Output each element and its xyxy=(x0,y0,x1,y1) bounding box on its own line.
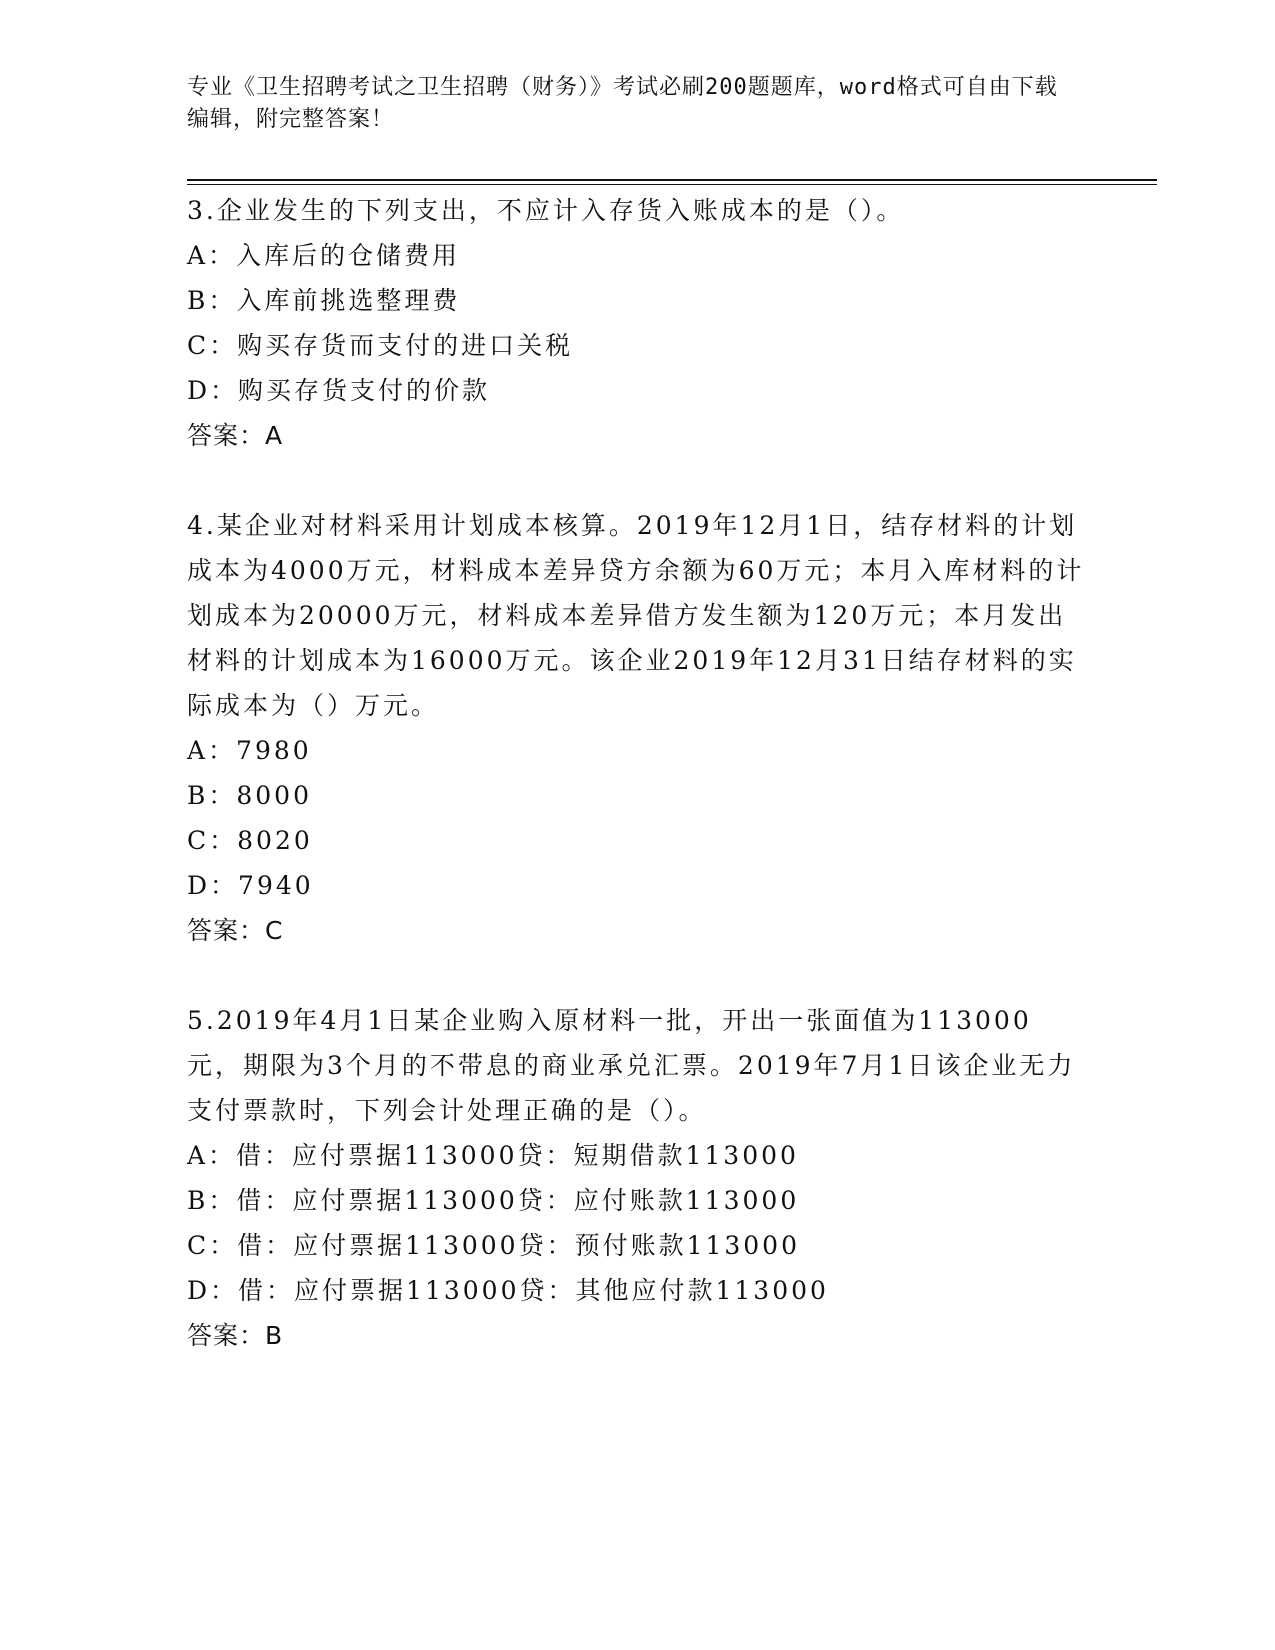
option-d: D：购买存货支付的价款 xyxy=(187,376,491,405)
option-a: A：借：应付票据113000贷：短期借款113000 xyxy=(187,1141,799,1170)
option-b: B：入库前挑选整理费 xyxy=(187,286,461,315)
option-a: A：入库后的仓储费用 xyxy=(187,241,461,270)
header-rule-thin xyxy=(187,184,1157,185)
spacer xyxy=(187,953,1087,998)
answer-line: 答案：C xyxy=(187,916,284,945)
option-b: B：8000 xyxy=(187,781,312,810)
option-c: C：购买存货而支付的进口关税 xyxy=(187,331,574,360)
option-c: C：8020 xyxy=(187,826,313,855)
question-text: 5.2019年4月1日某企业购入原材料一批，开出一张面值为113000元，期限为3个月的不带息的商业承兑汇票。2019年7月1日该企业无力支付票款时，下列会计处理正确的是（）。 xyxy=(187,1006,1076,1125)
document-intro: 专业《卫生招聘考试之卫生招聘（财务）》考试必刷200题题库，word格式可自由下载编辑，附完整答案！ xyxy=(187,75,1058,132)
question-block xyxy=(187,188,1087,458)
question-block xyxy=(187,503,1087,953)
question-text: 3.企业发生的下列支出，不应计入存货入账成本的是（）。 xyxy=(187,196,905,225)
question-text: 4.某企业对材料采用计划成本核算。2019年12月1日，结存材料的计划成本为4000万元，材料成本差异贷方余额为60万元；本月入库材料的计划成本为20000万元，材料成本差异借方发生额为120万元；本月发出材料的计划成本为16000万元。该企业2019年12月31日结存材料的实际成本为（）万元。 xyxy=(187,511,1085,720)
spacer xyxy=(187,458,1087,503)
option-b: B：借：应付票据113000贷：应付账款113000 xyxy=(187,1186,800,1215)
option-c: C：借：应付票据113000贷：预付账款113000 xyxy=(187,1231,800,1260)
header-rule-thick xyxy=(187,179,1157,181)
option-d: D：借：应付票据113000贷：其他应付款113000 xyxy=(187,1276,829,1305)
answer-line: 答案：B xyxy=(187,1321,284,1350)
option-d: D：7940 xyxy=(187,871,314,900)
option-a: A：7980 xyxy=(187,736,312,765)
question-list xyxy=(187,188,1087,1358)
question-block xyxy=(187,998,1087,1358)
answer-line: 答案：A xyxy=(187,421,284,450)
